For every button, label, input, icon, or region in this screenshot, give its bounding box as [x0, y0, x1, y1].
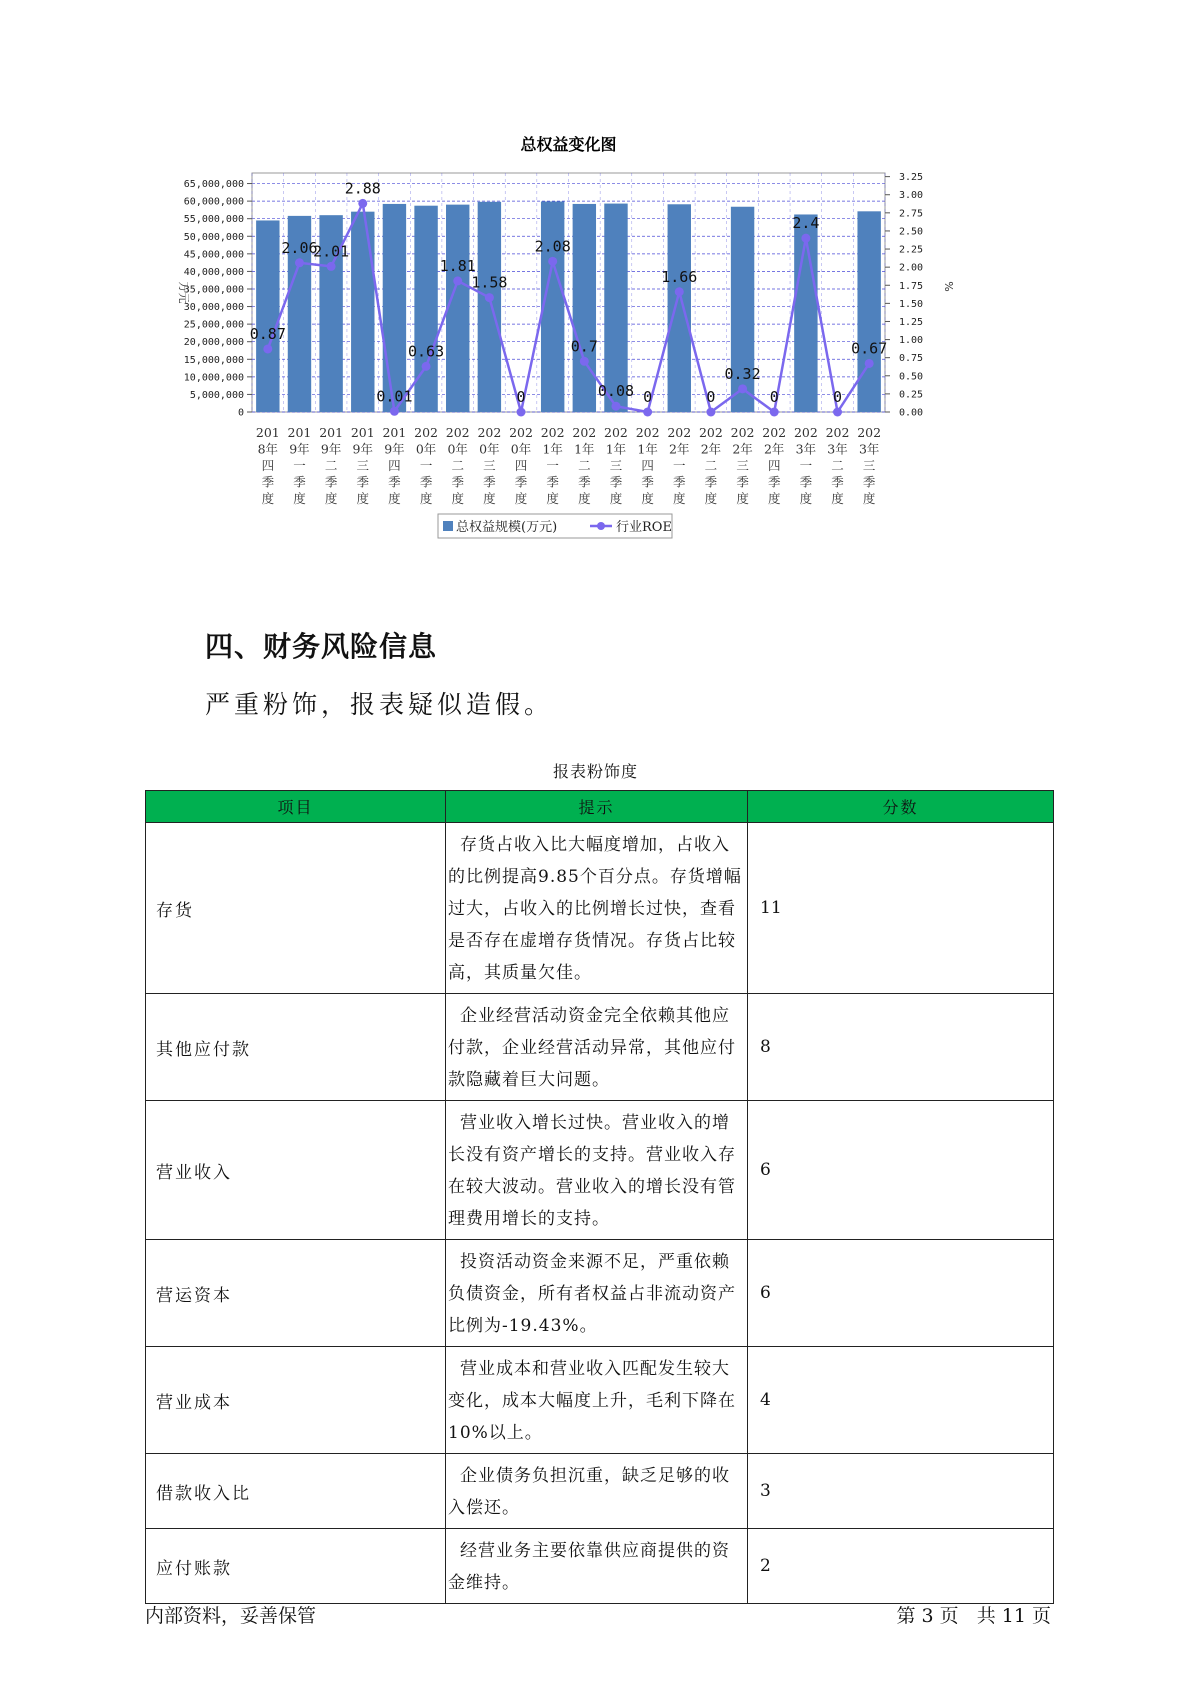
x-tick-label: 季 [799, 474, 813, 490]
x-tick-label: 202 [667, 425, 692, 440]
x-tick-label: 202 [572, 425, 597, 440]
x-tick-label: 一 [799, 458, 813, 473]
roe-data-label: 0.32 [724, 364, 761, 383]
roe-data-label: 0.08 [597, 382, 635, 401]
x-tick-label: 四 [388, 458, 401, 473]
bar [541, 201, 564, 412]
chart-title: 总权益变化图 [520, 135, 617, 154]
row-hint: 企业经营活动资金完全依赖其他应付款，企业经营活动异常，其他应付款隐藏着巨大问题。 [446, 994, 748, 1101]
plot-frame [249, 173, 888, 412]
roe-point [833, 408, 842, 417]
row-item: 应付账款 [146, 1529, 446, 1604]
y2-tick-label: 1.75 [899, 280, 924, 292]
roe-data-label: 1.81 [439, 256, 476, 275]
x-tick-label: 一 [293, 458, 306, 473]
roe-data-label: 0.67 [851, 339, 888, 358]
x-tick-label: 度 [419, 491, 433, 506]
roe-point [548, 257, 557, 266]
table-row [146, 1347, 1054, 1454]
roe-point [611, 402, 620, 411]
roe-data-label: 0 [833, 388, 843, 406]
y-tick-label: 5,000,000 [189, 389, 244, 401]
x-tick-label: 度 [799, 491, 813, 506]
x-tick-label: 度 [862, 491, 876, 506]
x-tick-label: 0年 [479, 441, 500, 457]
x-tick-label: 202 [509, 425, 533, 440]
legend-line-marker [597, 522, 605, 530]
y2-tick-label: 1.25 [899, 316, 924, 328]
y2-tick-label: 2.75 [899, 208, 924, 220]
x-tick-label: 四 [767, 458, 781, 473]
x-tick-label: 季 [324, 474, 338, 490]
equity-chart-svg [170, 128, 1020, 598]
row-score: 6 [748, 1240, 1054, 1347]
roe-point [263, 344, 272, 353]
roe-data-label: 0.01 [376, 387, 413, 406]
equity-chart [170, 128, 1020, 598]
row-hint: 投资活动资金来源不足，严重依赖负债资金，所有者权益占非流动资产比例为-19.43%。 [446, 1240, 748, 1347]
roe-data-label: 0 [516, 388, 526, 406]
x-tick-label: 季 [609, 474, 623, 490]
x-tick-label: 度 [261, 491, 275, 506]
table-row [146, 1454, 1054, 1529]
bar [604, 204, 627, 412]
x-tick-label: 202 [414, 425, 439, 440]
x-tick-label: 一 [546, 458, 559, 473]
row-score: 3 [748, 1454, 1054, 1529]
y2-tick-label: 2.25 [899, 244, 924, 256]
x-tick-label: 202 [698, 425, 723, 440]
x-tick-label: 9年 [352, 441, 374, 457]
roe-point [295, 258, 304, 267]
x-tick-label: 1年 [637, 441, 658, 457]
y2-tick-label: 3.25 [899, 172, 924, 184]
y2-tick-label: 0.25 [899, 389, 924, 401]
y-tick-label: 40,000,000 [183, 266, 244, 278]
y-tick-label: 60,000,000 [183, 196, 244, 208]
x-tick-label: 季 [514, 474, 528, 490]
x-tick-label: 2年 [669, 441, 690, 457]
table-row [146, 1240, 1054, 1347]
roe-data-label: 0 [706, 388, 716, 406]
x-tick-label: 202 [604, 425, 628, 440]
row-item: 营运资本 [146, 1240, 446, 1347]
x-tick-label: 二 [831, 458, 844, 473]
x-tick-label: 2年 [763, 441, 785, 457]
x-tick-label: 季 [767, 474, 781, 490]
x-tick-label: 3年 [795, 441, 817, 457]
row-hint: 经营业务主要依靠供应商提供的资金维持。 [446, 1529, 748, 1604]
x-tick-label: 一 [419, 458, 433, 473]
x-tick-label: 0年 [510, 441, 532, 457]
x-tick-label: 三 [483, 458, 496, 473]
table-row [146, 994, 1054, 1101]
roe-point [517, 408, 526, 417]
table-caption: 报表粉饰度 [552, 762, 638, 781]
roe-data-label: 2.08 [534, 237, 571, 256]
y-tick-label: 50,000,000 [183, 231, 244, 243]
x-tick-label: 0年 [415, 441, 437, 457]
x-tick-label: 202 [793, 425, 818, 440]
x-tick-label: 2年 [732, 441, 753, 457]
y-axis-title: 万元 [177, 281, 190, 304]
x-tick-label: 1年 [542, 441, 563, 457]
y2-tick-label: 2.50 [899, 226, 924, 238]
x-tick-label: 201 [319, 425, 344, 440]
x-tick-label: 度 [514, 491, 528, 506]
header-item: 项目 [146, 791, 446, 823]
roe-point [770, 408, 779, 417]
row-score: 6 [748, 1101, 1054, 1240]
x-tick-label: 9年 [289, 441, 310, 457]
y-tick-label: 55,000,000 [183, 214, 244, 226]
row-score: 8 [748, 994, 1054, 1101]
table-row [146, 1101, 1054, 1240]
x-tick-label: 度 [356, 491, 370, 506]
x-tick-label: 度 [736, 491, 749, 506]
y-tick-label: 10,000,000 [183, 372, 244, 384]
roe-point [390, 407, 399, 416]
roe-data-label: 2.01 [313, 242, 350, 261]
header-hint: 提示 [446, 791, 748, 823]
y2-axis-title: % [942, 281, 955, 292]
x-tick-label: 三 [736, 458, 749, 473]
y-tick-label: 30,000,000 [183, 302, 244, 314]
x-tick-label: 三 [862, 458, 876, 473]
x-tick-label: 1年 [574, 441, 595, 457]
x-tick-label: 季 [388, 474, 401, 490]
x-tick-label: 度 [546, 491, 559, 506]
x-tick-label: 二 [324, 458, 338, 473]
roe-point [422, 362, 431, 371]
x-tick-label: 202 [857, 425, 882, 440]
row-hint: 存货占收入比大幅度增加，占收入的比例提高9.85个百分点。存货增幅过大，占收入的比例增长过快，查看是否存在虚增存货情况。存货占比较高，其质量欠佳。 [446, 823, 748, 994]
x-tick-label: 9年 [384, 441, 405, 457]
x-tick-label: 202 [762, 425, 787, 440]
x-tick-label: 季 [862, 474, 876, 490]
y2-tick-label: 1.50 [899, 298, 924, 310]
x-tick-label: 3年 [858, 441, 880, 457]
y-tick-label: 15,000,000 [183, 354, 244, 366]
roe-point [706, 408, 715, 417]
x-tick-label: 二 [704, 458, 718, 473]
x-tick-label: 四 [641, 458, 654, 473]
roe-data-label: 0 [643, 388, 653, 406]
x-tick-label: 202 [635, 425, 660, 440]
x-tick-label: 一 [673, 458, 686, 473]
roe-data-label: 1.66 [661, 267, 698, 286]
x-tick-label: 季 [736, 474, 749, 490]
roe-data-label: 2.06 [281, 238, 318, 257]
x-tick-label: 9年 [320, 441, 342, 457]
x-tick-label: 季 [578, 474, 591, 490]
roe-point [801, 234, 810, 243]
row-item: 其他应付款 [146, 994, 446, 1101]
x-tick-label: 季 [673, 474, 686, 490]
x-tick-label: 201 [382, 425, 407, 440]
footer-confidential-note: 内部资料，妥善保管 [145, 1605, 317, 1627]
y-tick-label: 20,000,000 [183, 337, 244, 349]
roe-point [358, 199, 367, 208]
roe-data-label: 0.87 [249, 324, 286, 343]
section-heading: 四、财务风险信息 [205, 630, 438, 663]
x-tick-label: 度 [609, 491, 623, 506]
roe-point [865, 359, 874, 368]
table-row [146, 823, 1054, 994]
row-hint: 营业收入增长过快。营业收入的增长没有资产增长的支持。营业收入存在较大波动。营业收入的增长没有管理费用增长的支持。 [446, 1101, 748, 1240]
roe-point [580, 357, 589, 366]
x-tick-label: 度 [578, 491, 591, 506]
x-tick-label: 季 [293, 474, 306, 490]
x-tick-label: 度 [388, 491, 401, 506]
y2-tick-label: 0.75 [899, 353, 924, 365]
legend-bar-swatch [443, 521, 453, 531]
roe-data-label: 2.88 [344, 179, 381, 198]
y-tick-label: 25,000,000 [183, 319, 244, 331]
y2-tick-label: 3.00 [899, 190, 924, 202]
roe-point [738, 384, 747, 393]
row-item: 营业收入 [146, 1101, 446, 1240]
x-tick-label: 季 [356, 474, 370, 490]
x-tick-label: 二 [578, 458, 591, 473]
x-tick-label: 季 [704, 474, 718, 490]
roe-data-label: 0.7 [570, 337, 598, 356]
legend-bar-label: 总权益规模(万元) [456, 520, 558, 535]
roe-data-label: 0.63 [408, 342, 445, 361]
row-score: 11 [748, 823, 1054, 994]
x-tick-label: 度 [324, 491, 338, 506]
y-tick-label: 0 [237, 407, 244, 419]
roe-data-label: 1.58 [471, 273, 508, 292]
roe-point [453, 276, 462, 285]
x-tick-label: 度 [704, 491, 718, 506]
x-tick-label: 202 [730, 425, 755, 440]
x-tick-label: 202 [445, 425, 470, 440]
bar [668, 204, 691, 412]
roe-point [643, 408, 652, 417]
x-tick-label: 201 [287, 425, 312, 440]
header-score: 分数 [748, 791, 1054, 823]
x-tick-label: 四 [514, 458, 528, 473]
x-tick-label: 202 [477, 425, 502, 440]
y2-tick-label: 0.50 [899, 371, 924, 383]
row-hint: 企业债务负担沉重，缺乏足够的收入偿还。 [446, 1454, 748, 1529]
bar [570, 204, 598, 412]
section-summary: 严重粉饰，报表疑似造假。 [205, 690, 554, 719]
row-score: 2 [748, 1529, 1054, 1604]
x-tick-label: 二 [451, 458, 464, 473]
x-tick-label: 度 [451, 491, 464, 506]
y-tick-label: 45,000,000 [183, 249, 244, 261]
x-tick-label: 2年 [700, 441, 722, 457]
bar [478, 202, 501, 412]
x-tick-label: 度 [767, 491, 781, 506]
roe-point [485, 293, 494, 302]
roe-point [675, 287, 684, 296]
bar [857, 211, 880, 412]
roe-data-label: 0 [769, 388, 779, 406]
y2-tick-label: 1.00 [899, 335, 924, 347]
roe-data-label: 2.4 [792, 214, 820, 233]
table-row [146, 1529, 1054, 1604]
row-hint: 营业成本和营业收入匹配发生较大变化，成本大幅度上升，毛利下降在10%以上。 [446, 1347, 748, 1454]
x-tick-label: 8年 [257, 441, 279, 457]
x-tick-label: 季 [831, 474, 844, 490]
x-tick-label: 度 [483, 491, 496, 506]
x-tick-label: 三 [356, 458, 370, 473]
x-tick-label: 度 [641, 491, 654, 506]
x-tick-label: 季 [483, 474, 496, 490]
x-tick-label: 季 [641, 474, 654, 490]
x-tick-label: 1年 [605, 441, 627, 457]
risk-table [145, 790, 1054, 1604]
x-tick-label: 三 [609, 458, 623, 473]
bar [414, 206, 437, 412]
x-tick-label: 季 [546, 474, 559, 490]
row-item: 存货 [146, 823, 446, 994]
bar [383, 204, 406, 412]
legend-line-label: 行业ROE [616, 520, 672, 535]
bar [351, 212, 374, 412]
y-tick-label: 35,000,000 [183, 284, 244, 296]
footer-page-number: 第 3 页 共 11 页 [896, 1605, 1051, 1627]
table-header-row [146, 791, 1054, 823]
row-item: 借款收入比 [146, 1454, 446, 1529]
x-tick-label: 201 [350, 425, 375, 440]
y2-tick-label: 2.00 [899, 262, 924, 274]
x-tick-label: 202 [540, 425, 565, 440]
x-tick-label: 202 [825, 425, 850, 440]
x-tick-label: 季 [451, 474, 464, 490]
bar [446, 205, 469, 412]
roe-point [327, 262, 336, 271]
x-tick-label: 3年 [827, 441, 848, 457]
y-tick-label: 65,000,000 [183, 179, 244, 191]
x-tick-label: 201 [255, 425, 280, 440]
x-tick-label: 季 [261, 474, 275, 490]
row-item: 营业成本 [146, 1347, 446, 1454]
x-tick-label: 0年 [447, 441, 468, 457]
y2-tick-label: 0.00 [899, 407, 924, 419]
x-tick-label: 度 [673, 491, 686, 506]
row-score: 4 [748, 1347, 1054, 1454]
bar [256, 220, 279, 412]
x-tick-label: 季 [419, 474, 433, 490]
x-tick-label: 四 [261, 458, 275, 473]
x-tick-label: 度 [293, 491, 306, 506]
x-tick-label: 度 [831, 491, 844, 506]
